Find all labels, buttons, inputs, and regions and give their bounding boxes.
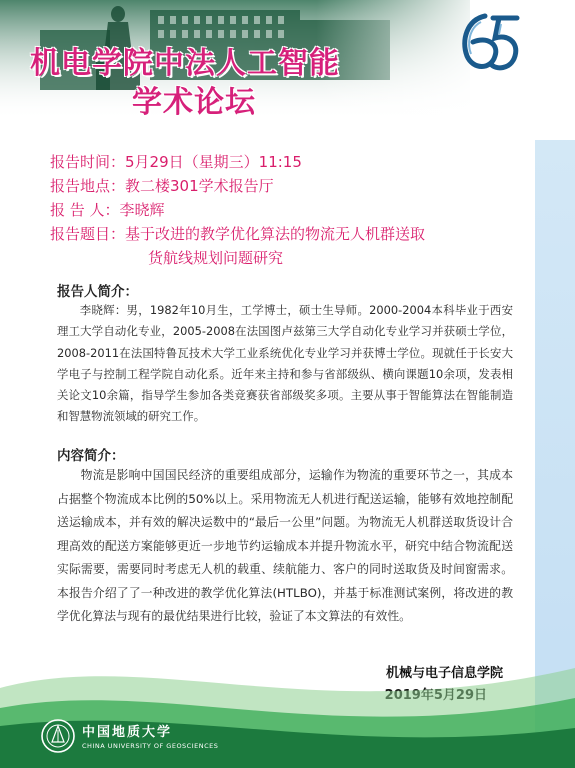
university-name: 中国地质大学 [82,725,173,740]
content-intro-text: 物流是影响中国国民经济的重要组成部分，运输作为物流的重要环节之一，其成本占据整个物流成本比例的50%以上。采用物流无人机进行配送运输，能够有效地控制配送运输成本，并有效的解决运数中的“最后一公里”问题。为物流无人机群送取货设计合理高效的配送方案能够更近一步地节约运输成本并提升物流水平，研究中结合物流配送实际需要，需要同时考虑无人机的载重、续航能力、客户的同时送取货及时间窗需求。本报告介绍了了一种改进的教学优化算法(HTLBO)，并基于标准测试案例，将改进的教学优化算法与现有的最优结果进行比较，验证了本文算法的有效性。 [57,468,513,623]
forum-title-line-2: 学术论坛 [132,85,256,120]
report-place: 报告地点：教二楼301学术报告厅 [50,177,274,195]
forum-title-line-1: 机电学院中法人工智能 [30,46,340,81]
speaker-intro-heading: 报告人简介： [57,284,138,300]
report-speaker: 报 告 人：李晓辉 [50,201,165,219]
university-name-english: CHINA UNIVERSITY OF GEOSCIENCES [82,742,219,750]
report-topic-cont: 货航线规划问题研究 [148,249,284,267]
anniversary-65-icon [455,10,525,76]
university-seal-icon [40,718,76,754]
report-topic: 报告题目：基于改进的教学优化算法的物流无人机群送取 [50,225,426,243]
report-time: 报告时间：5月29日（星期三）11:15 [50,153,302,171]
speaker-intro-text: 李晓辉：男，1982年10月生，工学博士，硕士生导师。2000-2004本科毕业于西安理工大学自动化专业，2005-2008在法国图卢兹第三大学自动化专业学习并获硕士学位，2008-2011在法国特鲁瓦技术大学工业系统优化专业学习并获博士学位。现就任于长安大学电子与控制工程学院自动化系。近年来主持和参与省部级纵、横向课题10余项，发表相关论文10余篇，指导学生参加各类竞赛获省部级奖多项。主要从事于智能算法在智能制造和智慧物流领域的研究工作。 [57,303,513,424]
signature-org: 机械与电子信息学院 [385,666,503,681]
report-meta [50,150,540,270]
content-intro-heading: 内容简介： [57,448,125,464]
